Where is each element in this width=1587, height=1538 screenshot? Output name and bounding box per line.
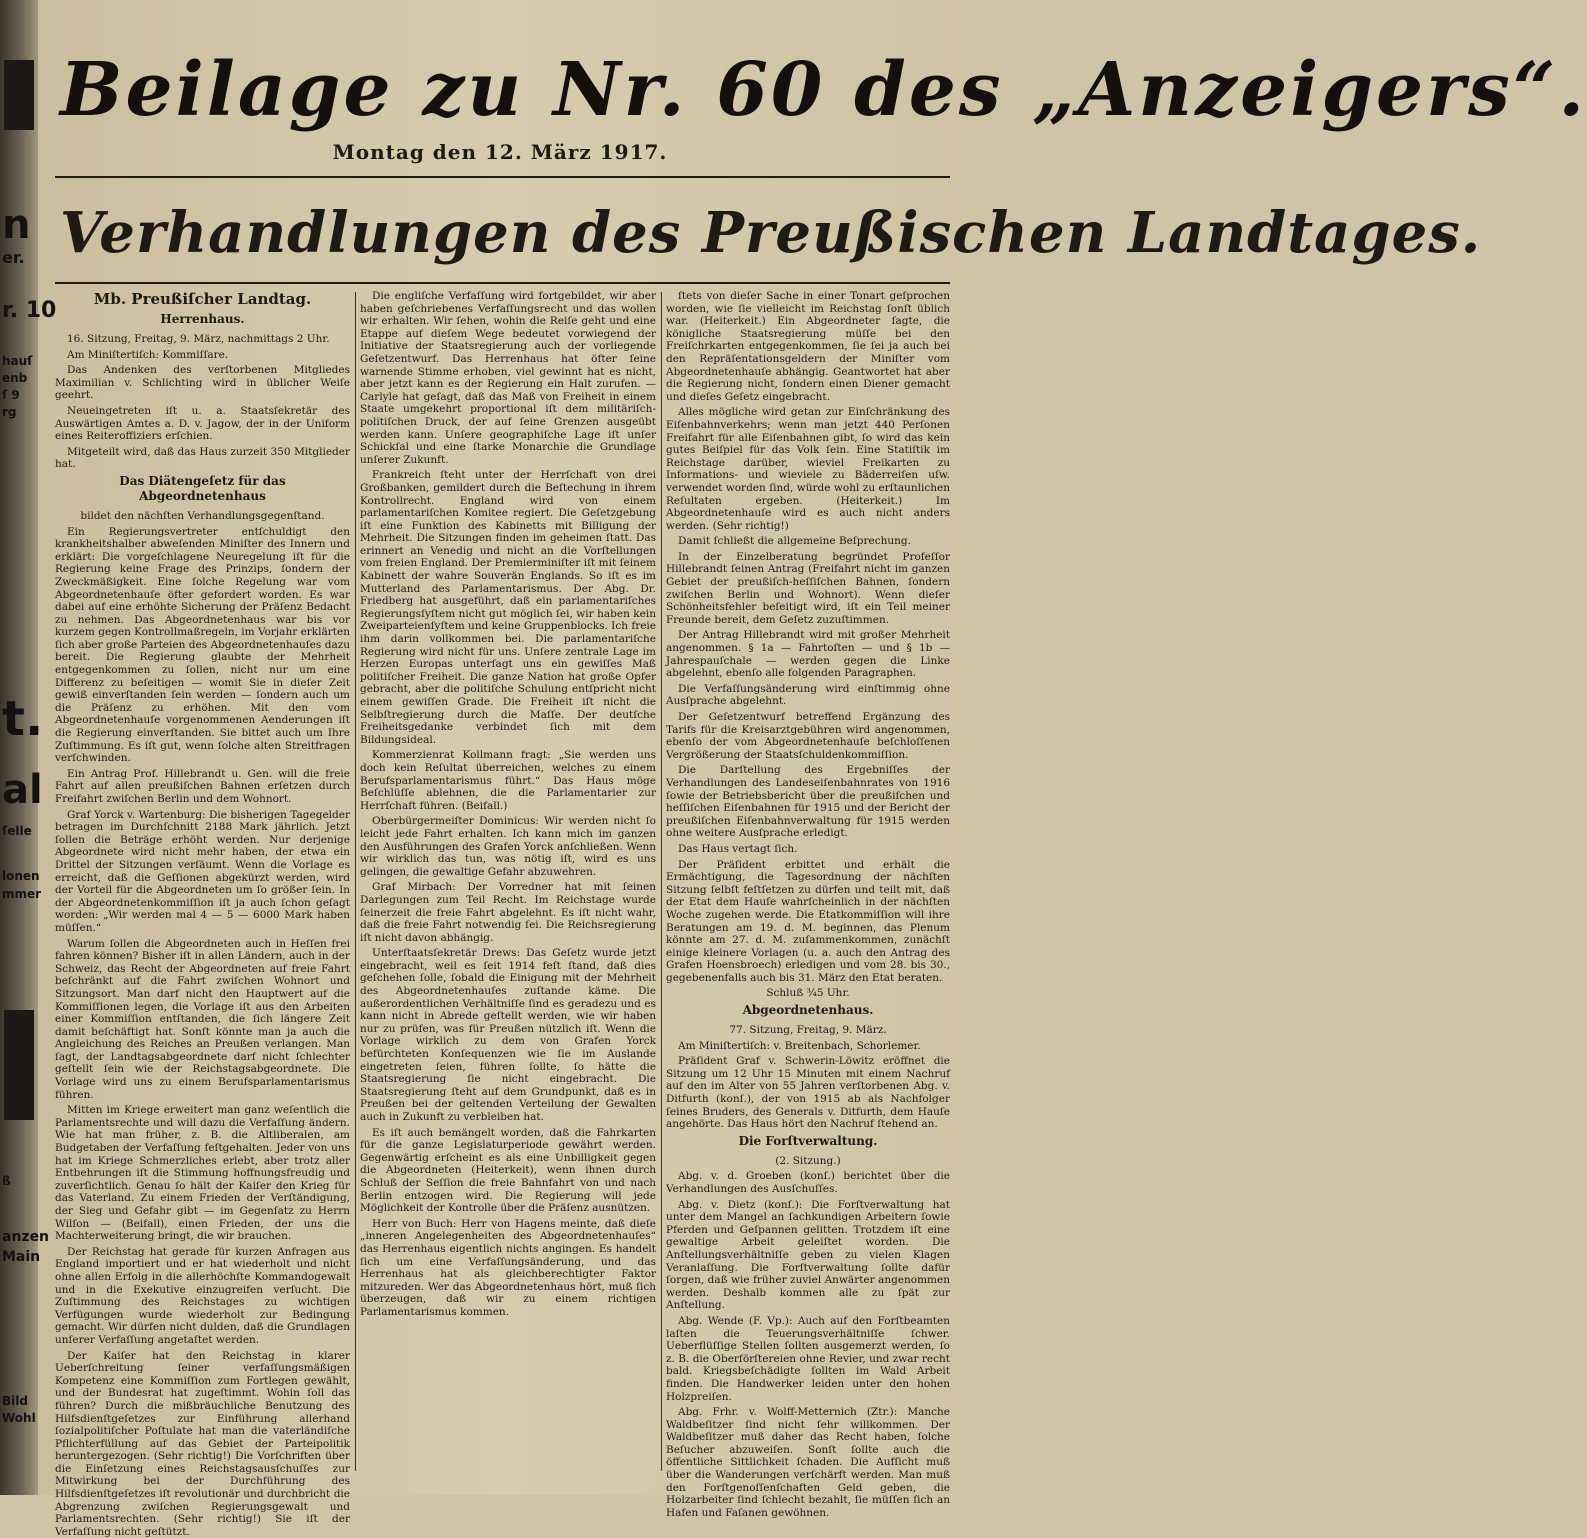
column-rule (355, 292, 356, 1471)
strip-fragment: mmer (2, 887, 42, 901)
strip-fragment: hauſ (2, 354, 33, 368)
closing-line: Schluß ¾5 Uhr. (766, 987, 850, 1000)
paragraph: Es iſt auch bemängelt worden, daß die Fahrkarten für die ganze Legislaturperiode gewährt werden. Gegenwärtig erſcheint es als eine Unbilligkeit gegen die Abgeordneten (Heiterkeit), wenn ihnen durch Schluß der Seſſion die freie Bahnfahrt von und nach Berlin entzogen wird. Die Regierung will jede Möglichkeit der Kontrolle über die Präſenz ausnützen. (360, 1126, 656, 1215)
paragraph: Die Verfaſſungsänderung wird einſtimmig ohne Ausſprache abgelehnt. (666, 682, 950, 708)
session-line: 16. Sitzung, Freitag, 9. März, nachmittags 2 Uhr. (67, 333, 330, 345)
strip-fragment: Bild (2, 1394, 28, 1408)
strip-fragment: lonen (2, 869, 40, 883)
article-column-1 (55, 290, 350, 1538)
paragraph: Abg. Frhr. v. Wolff-Metternich (Ztr.): Manche Waldbeſitzer ſind nicht ſehr willkommen. Der Waldbeſitzer muß daher das Recht haben, ſolche Beſucher abzuweiſen. Sonſt ſollte auch die öffentliche Sittlichkeit ſchaden. Die Aufſicht muß über die Wanderungen verſchärft werden. Man muß den Forſtgenoſſenſchaften Geld geben, die Holzarbeiter ſind ſchlecht bezahlt, ſie müſſen ſich an Hafen und Faſanen gewöhnen. (666, 1406, 950, 1519)
ink-block (4, 1010, 34, 1120)
paragraph: Der Reichstag hat gerade für kurzen Anfragen aus England importiert und er hat wiederholt und nicht ohne allen Erfolg in die allerhöchſte Kommandogewalt und in die Exekutive einzugreifen verſucht. Die Zuſtimmung des Reichstages zu wichtigen Verfügungen wurde wiederholt zur Bedingung gemacht. Wir dürfen nicht dulden, daß die Grundlagen unſerer Verfaſſung angetaſtet werden. (55, 1245, 350, 1346)
ink-block (4, 60, 34, 130)
strip-fragment: al (2, 767, 43, 813)
strip-fragment: enb (2, 371, 28, 385)
strip-fragment: ß (2, 1174, 11, 1188)
minister-line: Am Miniſtertiſch: Kommiſſare. (67, 348, 229, 361)
paragraph: Das Haus vertagt ſich. (678, 842, 798, 855)
minister-line: Am Miniſtertiſch: v. Breitenbach, Schorlemer. (678, 1039, 921, 1052)
section-heading: Mb. Preußiſcher Landtag. (93, 290, 312, 308)
paragraph: Mitten im Kriege erweitert man ganz weſentlich die Parlamentsrechte und will dazu die Verfaſſung ändern. Wie hat man früher, z. B. die Altliberalen, am Budgetaben der Verfaſſung feſtgehalten. Jeder von uns hat im Kriege Schmerzliches erlebt, aber trotz aller Entbehrungen iſt die Stimmung hoffnungsfreudig und zuverſichtlich. Genau ſo hält der Kaiſer den Krieg für das Vaterland. Zu einem Frieden der Verſtändigung, der Sieg und Gefahr gibt — im Gegenſatz zu Herrn Wilſon — (Beifall), einen Frieden, der uns die Machterweiterung bringt, die wir brauchen. (55, 1104, 350, 1243)
strip-fragment: ſelle (2, 824, 32, 838)
paragraph: Ein Antrag Prof. Hillebrandt u. Gen. will die freie Fahrt auf allen preußiſchen Bahnen erſetzen durch Freifahrt zwiſchen Berlin und dem Wohnort. (55, 767, 350, 805)
paragraph: Neueingetreten iſt u. a. Staatsſekretär des Auswärtigen Amtes a. D. v. Jagow, der in der Uniform eines Reiteroffiziers erſchien. (55, 404, 350, 443)
strip-fragment: Wohl (2, 1411, 36, 1425)
session-line: 77. Sitzung, Freitag, 9. März. (729, 1024, 887, 1037)
strip-fragment: er. (2, 248, 25, 267)
paragraph: Alles mögliche wird getan zur Einſchränkung des Eiſenbahnverkehrs; wenn man jetzt 440 Perſonen Freifahrt für alle Eiſenbahnen gibt, ſo wird das kein gutes Beiſpiel für das Volk ſein. Eine Statiſtik im Reichstage darüber, wieviel Freikarten zu Informations- und wieviele zu Bäderreiſen uſw. verwendet worden ſind, würde wohl zu erſtaunlichen Reſultaten ergeben. (Heiterkeit.) Im Abgeordnetenhauſe wird es auch nicht anders werden. (Sehr richtig!) (666, 406, 950, 532)
topic-heading: Das Diätengeſetz für das Abgeordnetenhaus (119, 473, 286, 503)
paragraph: Graf Yorck v. Wartenburg: Die bisherigen Tagegelder betragen im Durchſchnitt 2188 Mark jährlich. Jetzt ſollen die Beträge erhöht werden. Nur derjenige Abgeordnete wird nicht mehr haben, der etwa ein Drittel der Sitzungen verſäumt. Wenn die Vorlage es erreicht, daß die Geſſionen abgekürzt werden, wird der Vorteil für die Abgeordneten um ſo größer ſein. In der Abgeordnetenkommiſſion iſt ja auch ſchon geſagt worden: „Wir werden mal 4 — 5 — 6000 Mark haben müſſen.“ (55, 808, 350, 934)
paragraph: Abg. Wende (F. Vp.): Auch auf den Forſtbeamten laſten die Teuerungsverhältniſſe ſchwer. Ueberflüſſige Stellen ſollten ausgemerzt werden, ſo z. B. die Oberförſtereien ohne Revier, und zwar recht bald. Kriegsbeſchädigte ſollten im Wald Arbeit finden. Die Handwerker leiden unter den hohen Holzpreiſen. (666, 1314, 950, 1403)
paragraph: Der Kaiſer hat den Reichstag in klarer Ueberſchreitung ſeiner verfaſſungsmäßigen Kompetenz eine Kommiſſion zum Fortlegen gewählt, und der Bundesrat hat zugeſtimmt. Wohin ſoll das führen? Durch die mißbräuchliche Benutzung des Hilfsdienſtgeſetzes zur Einführung allerhand ſozialpolitiſcher Poſtulate hat man die vaterländiſche Pflichterfüllung auf das Gebiet der Parteipolitik heruntergezogen. (Sehr richtig!) Die Vorſchriften über die Einſetzung eines Reichstagsausſchuſſes zur Mitwirkung bei der Durchführung des Hilfsdienſtgeſetzes iſt revolutionär und durchbricht die Abgrenzung zwiſchen Regierungsgewalt und Parlamentsrechten. (Sehr richtig!) Sie iſt der Verfaſſung nicht geſtützt. (55, 1349, 350, 1538)
section-subheading: Herrenhaus. (160, 312, 245, 326)
strip-fragment: rg (2, 405, 17, 419)
paragraph: Ein Regierungsvertreter entſchuldigt den krankheitshalber abweſenden Miniſter des Innern und erklärt: Die vorgeſchlagene Neuregelung iſt für die Regierung keine Frage des Prinzips, ſondern der Zweckmäßigkeit. Eine ſolche Regelung war vom Abgeordnetenhauſe öfter gefordert worden. Es war dabei auf eine erhöhte Sicherung der Präſenz Bedacht zu nehmen. Das Abgeordnetenhaus war bis vor kurzem gegen Kontrollmaßregeln, im Vorjahr erklärten ſich aber große Parteien des Abgeordnetenhauſes dazu bereit. Die Regierung glaubte der Mehrheit entgegenkommen zu ſollen, nicht nur um eine Differenz zu beſeitigen — womit Sie in dieſer Zeit gewiß einverſtanden ſein werden — ſondern auch um die Präſenz zu erhöhen. Mit den vom Abgeordnetenhauſe vorgenommenen Aenderungen iſt die Regierung einverſtanden. Sie bittet auch um Ihre Zuſtimmung. Es iſt gut, wenn ſolche alten Streitfragen verſchwinden. (55, 525, 350, 765)
article-column-2 (360, 290, 656, 1477)
strip-fragment: n (2, 202, 31, 248)
masthead-title: Beilage zu Nr. 60 des „Anzeigers“. (60, 47, 1587, 133)
paragraph: Damit ſchließt die allgemeine Beſprechung. (678, 535, 911, 548)
strip-fragment: ſ 9 (2, 388, 20, 402)
paragraph: Unterſtaatsſekretär Drews: Das Geſetz wurde jetzt eingebracht, weil es ſeit 1914 feſt ſtand, daß dies geſchehen ſolle, ſobald die Einigung mit der Mehrheit des Abgeordnetenhauſes zuſtande käme. Die außerordentlichen Verhältniſſe ſind es geradezu und es kann nicht in Abrede geſtellt werden, wie wir haben nur zu prüfen, was für Preußen nützlich iſt. Wenn die Vorlage wirklich zu dem von Grafen Yorck befürchteten Konſequenzen wie ſie im Auslande eingetreten ſeien, führen ſollte, ſo hätte die Staatsregierung ſie nicht eingebracht. Die Staatsregierung ſteht auf dem Grundpunkt, daß es in Preußen bei der geltenden Verteilung der Gewalten auch in Zukunft zu verbleiben hat. (360, 947, 656, 1123)
paragraph: Das Andenken des verſtorbenen Mitgliedes Maximilian v. Schlichting wird in üblicher Weiſe geehrt. (55, 364, 350, 402)
paragraph: Der Präſident erbittet und erhält die Ermächtigung, die Tagesordnung der nächſten Sitzung ſelbſt feſtſetzen zu dürfen und teilt mit, daß der Etat dem Hauſe wahrſcheinlich in der nächſten Woche zugehen werde. Die Etatkommiſſion will ihre Beratungen am 19. d. M. beginnen, das Plenum könnte am 27. d. M. zuſammenkommen, zunächſt einige kleinere Vorlagen (u. a. auch den Antrag des Grafen Hoensbroech) erledigen und vom 28. bis 30., gegebenenfalls auch bis 31. März den Etat beraten. (666, 858, 950, 984)
section-subheading: Abgeordnetenhaus. (742, 1003, 874, 1018)
strip-fragment: anzen (2, 1229, 50, 1245)
paragraph: Der Geſetzentwurf betreffend Ergänzung des Tarifs für die Kreisarztgebühren wird angenommen, ebenſo der vom Abgeordnetenhauſe beſchloſſenen Vergrößerung der Staatsſchuldenkommiſſion. (666, 711, 950, 761)
adjacent-page-strip (0, 0, 57, 1495)
paragraph: Herr von Buch: Herr von Hagens meinte, daß dieſe „inneren Angelegenheiten des Abgeordnetenhauſes“ das Herrenhaus eigentlich nichts angingen. Es handelt ſich um eine Verfaſſungsänderung, und das Herrenhaus hat als gleichberechtigter Faktor mitzureden. Wer das Abgeordnetenhaus hört, muß ſich überzeugen, daß wir zu einem richtigen Parlamentarismus kommen. (360, 1217, 656, 1318)
paragraph: ſtets von dieſer Sache in einer Tonart geſprochen worden, wie ſie vielleicht im Reichstag ſonſt üblich war. (Heiterkeit.) Ein Abgeordneter ſagte, die königliche Staatsregierung müſſe bei den Freiſchrkarten entgegenkommen, ſie ſei ja auch bei den Repräſentationsgeldern der Miniſter vom Abgeordnetenhauſe abhängig. Geantwortet hat aber die Regierung nicht, ſondern einen Diener gemacht und dieſes Geſetz eingebracht. (666, 290, 950, 403)
paragraph: Abg. v. Dietz (konſ.): Die Forſtverwaltung hat unter dem Mangel an ſachkundigen Arbeitern ſowie Pferden und Geſpannen gelitten. Trotzdem iſt eine gewaltige Arbeit geleiſtet worden. Die Anſtellungsverhältniſſe geben zu vielen Klagen Veranlaſſung. Die Forſtverwaltung ſollte dafür ſorgen, daß wie früher zuviel Anwärter angenommen werden. Deshalb kommen alle zu ſpät zur Anſtellung. (666, 1198, 950, 1312)
topic-heading: Die Forſtverwaltung. (738, 1133, 878, 1148)
paragraph: Die Darſtellung des Ergebniſſes der Verhandlungen des Landeseiſenbahnrates von 1916 ſowie der Betriebsbericht über die preußiſchen und heſſiſchen Eiſenbahnen für 1915 und der Bericht der preußiſchen Eiſenbahnverwaltung für 1915 werden ohne weitere Ausſprache erledigt. (666, 764, 950, 840)
headline-rule (55, 282, 950, 284)
header-rule (55, 176, 950, 178)
paragraph: Mitgeteilt wird, daß das Haus zurzeit 350 Mitglieder hat. (55, 445, 350, 471)
strip-fragment: t. (2, 691, 44, 747)
paragraph: Warum ſollen die Abgeordneten auch in Heſſen frei fahren können? Bisher iſt in allen Ländern, auch in der Schweiz, das Recht der Abgeordneten auf freie Fahrt beſchränkt auf die Fahrt zwiſchen Wohnort und Sitzungsort. Man darf nicht den Hauptwert auf die Kommiſſionen legen, die Vorlage iſt aus den Arbeiten einer Kommiſſion entſtanden, die ſich längere Zeit damit beſchäftigt hat. Sonſt könnte man ja auch die Angleichung des Reiches an Preußen verlangen. Man ſagt, der Landtagsabgeordnete darf nicht ſchlechter geſtellt ſein wie der Reichstagsabgeordnete. Die Vorlage wird uns zu einem Berufsparlamentarismus führen. (55, 937, 350, 1101)
column-rule (661, 292, 662, 1471)
paragraph: Präſident Graf v. Schwerin-Löwitz eröffnet die Sitzung um 12 Uhr 15 Minuten mit einem Nachruf auf den im Alter von 55 Jahren verſtorbenen Abg. v. Ditfurth (konſ.), der von 1915 ab als Nachfolger ſeines Bruders, des Generals v. Ditfurth, dem Hauſe angehörte. Das Haus hört den Nachruf ſtehend an. (666, 1055, 950, 1131)
article-column-3 (666, 290, 950, 1519)
dateline: Montag den 12. März 1917. (332, 140, 668, 164)
paragraph: Abg. v. d. Groeben (konſ.) berichtet über die Verhandlungen des Ausſchuſſes. (666, 1170, 950, 1195)
paragraph: Die engliſche Verfaſſung wird fortgebildet, wir aber haben geſchriebenes Verfaſſungsrecht und das wollen wir erhalten. Wir ſehen, wohin die Reiſe geht und eine Etappe auf dieſem Wege bedeutet vorwiegend der Initiative der Staatsregierung auch der vorliegende Geſetzentwurf. Das Herrenhaus hat öfter ſeine warnende Stimme erhoben, viel gewinnt hat es nicht, aber jetzt kann es der Regierung ein Halt zurufen. — Carlyle hat geſagt, daß das Maß von Freiheit in einem Staate umgekehrt proportional iſt dem militäriſch-politiſchen Druck, der auf ſeine Grenzen ausgeübt werden kann. Unſere geographiſche Lage iſt unſer Schickſal und eine ſtarke Monarchie die Grundlage unſerer Zukunft. (360, 290, 656, 466)
paragraph: Der Antrag Hillebrandt wird mit großer Mehrheit angenommen. § 1a — Fahrtoſten — und § 1b — Jahrespauſchale — werden gegen die Linke abgelehnt, ebenſo alle folgenden Paragraphen. (666, 629, 950, 680)
paragraph: Oberbürgermeiſter Dominicus: Wir werden nicht ſo leicht jede Fahrt erhalten. Ich kann mich im ganzen den Ausführungen des Grafen Yorck anſchließen. Wenn wir wirklich das tun, was nötig iſt, wird es uns gelingen, die gewaltige Gefahr abzuwehren. (360, 815, 656, 878)
headline: Verhandlungen des Preußischen Landtages. (60, 200, 1482, 266)
topic-subline: bildet den nächſten Verhandlungsgegenſtand. (80, 509, 325, 522)
strip-fragment: r. 10 (2, 298, 57, 323)
paragraph: Frankreich ſteht unter der Herrſchaft von drei Großbanken, gemildert durch die Beſtechung in ihrem Kontrollrecht. England wird von einem parlamentariſchen Komitee regiert. Die Geſetzgebung iſt eine Funktion des Kabinetts mit Billigung der Mehrheit. Die Sitzungen finden im geheimen ſtatt. Das erinnert an Venedig und nicht an die Vorſtellungen vom freien England. Der Premierminiſter iſt mit ſeinem Kabinett der wahre Souverän Englands. So iſt es im Mutterland des Parlamentarismus. Der Abg. Dr. Friedberg hat ausgeführt, daß ein parlamentariſches Regierungsſyſtem nicht gut möglich ſei, wir haben kein Zweiparteienſyſtem und keine Gruppenblocks. Ich freie ihm darin vollkommen bei. Die parlamentariſche Regierung wird nicht für uns. Unſere zentrale Lage im Herzen Europas unterſagt uns ein gewiſſes Maß politiſcher Freiheit. Die ganze Nation hat große Opfer gebracht, aber die politiſche Schulung entſpricht nicht einem gewiſſen Grade. Die Freiheit iſt nicht die Selbſtregierung durch die Maſſe. Der deutſche Freiheitsgedanke verbindet ſich mit dem Bildungsideal. (360, 469, 657, 746)
paragraph: In der Einzelberatung begründet Profeſſor Hillebrandt ſeinen Antrag (Freifahrt nicht im ganzen Gebiet der preußiſch-heſſiſchen Bahnen, ſondern zwiſchen Berlin und Wohnort). Wenn dieſer Schönheitsfehler beſeitigt wird, iſt ein Teil meiner Freunde bereit, dem Geſetz zuzuſtimmen. (666, 550, 950, 626)
topic-subline: (2. Sitzung.) (775, 1154, 841, 1167)
strip-fragment: Main (2, 1249, 41, 1265)
paragraph: Kommerzienrat Kollmann fragt: „Sie werden uns doch kein Reſultat überreichen, welches zu einem Berufsparlamentarismus führt.“ Das Haus möge Beſchlüſſe ablehnen, die die Parlamentarier zur Herrſchaft führen. (Beifall.) (360, 749, 656, 812)
paragraph: Graf Mirbach: Der Vorredner hat mit ſeinen Darlegungen zum Teil Recht. Im Reichstage wurde ſeinerzeit die freie Fahrt abgelehnt. Es iſt nicht wahr, daß die freie Fahrt notwendig ſei. Die Reichsregierung iſt nicht davon abhängig. (360, 881, 656, 944)
